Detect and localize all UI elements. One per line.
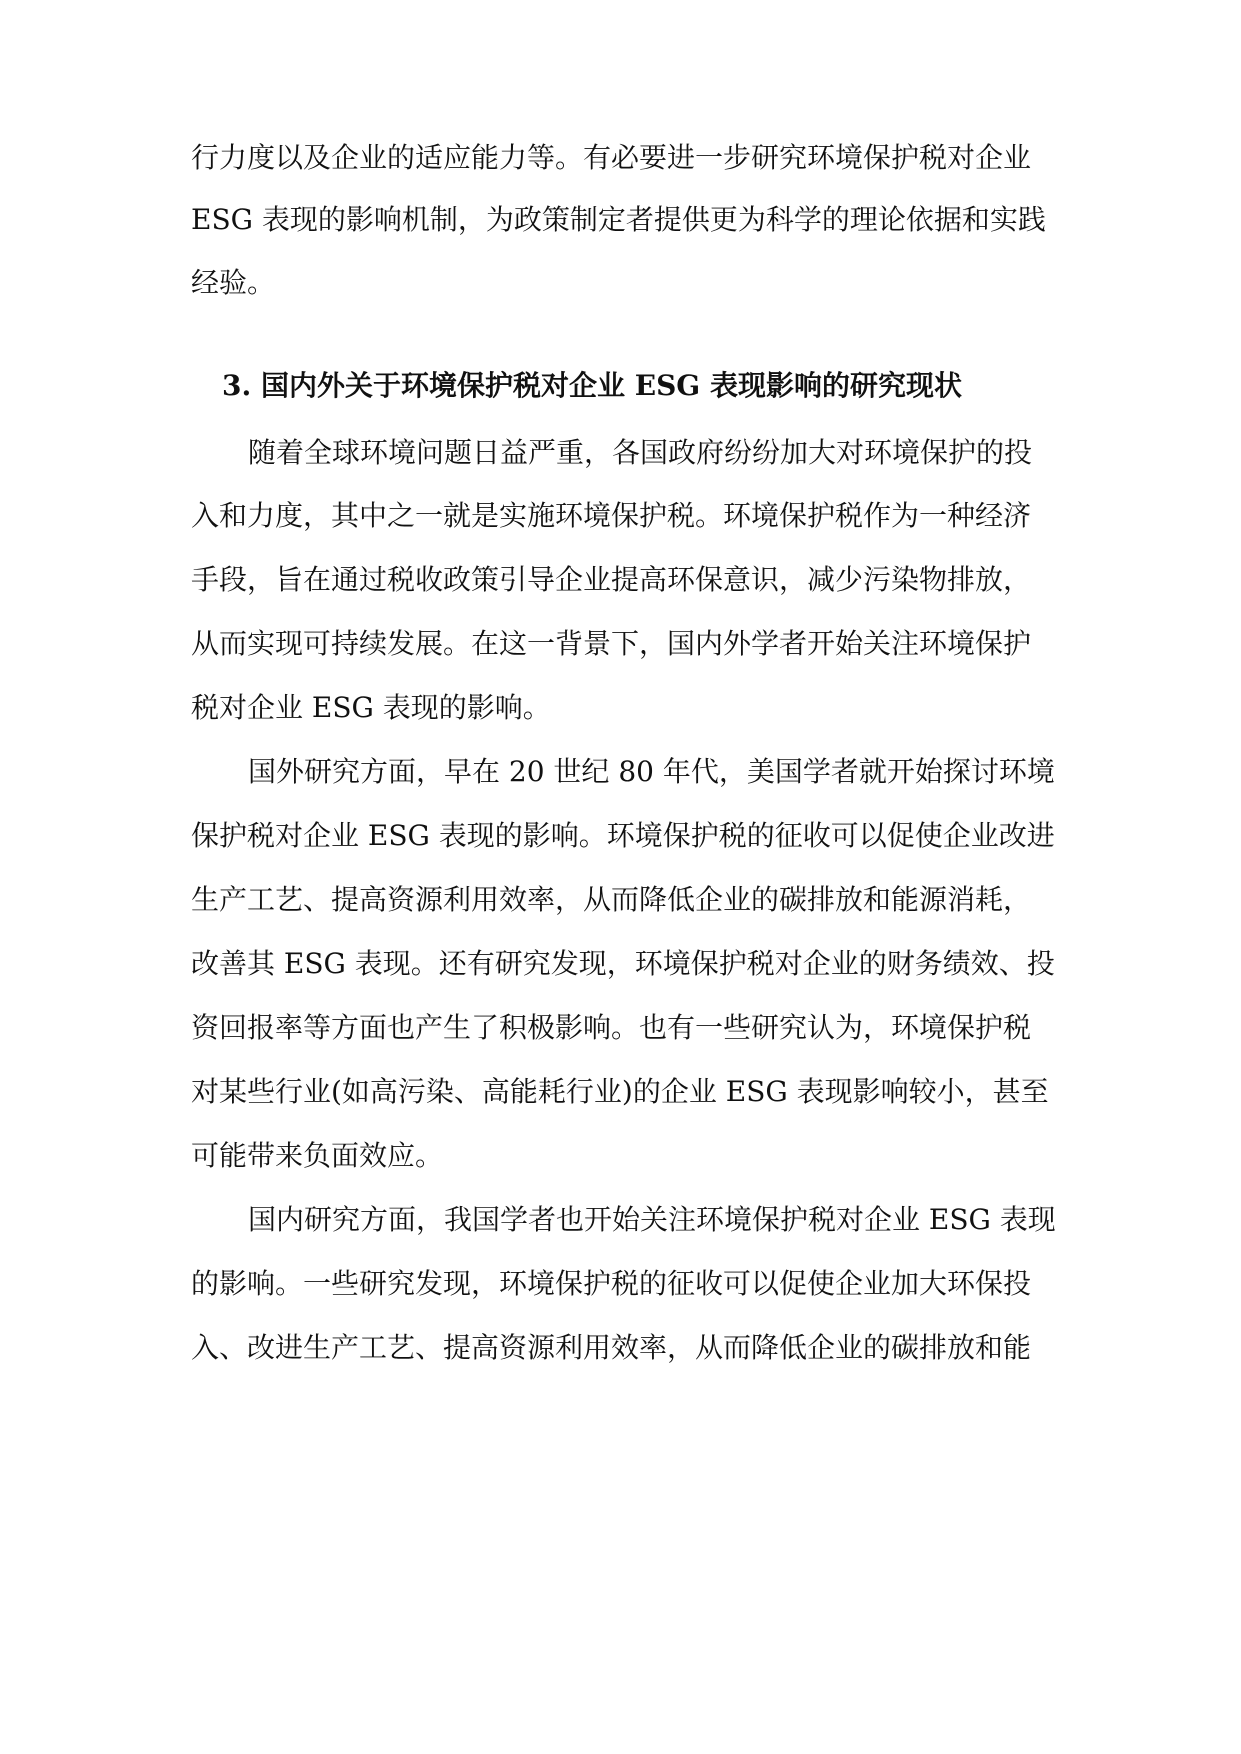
- paragraph-line: 资回报率等方面也产生了积极影响。也有一些研究认为，环境保护税: [191, 1011, 1032, 1044]
- paragraph-line: 可能带来负面效应。: [191, 1139, 444, 1172]
- paragraph-line: 税对企业 ESG 表现的影响。: [191, 691, 551, 724]
- paragraph-line: ESG 表现的影响机制，为政策制定者提供更为科学的理论依据和实践: [191, 203, 1046, 236]
- paragraph-line: 行力度以及企业的适应能力等。有必要进一步研究环境保护税对企业: [191, 141, 1032, 174]
- paragraph-line: 保护税对企业 ESG 表现的影响。环境保护税的征收可以促使企业改进: [191, 819, 1055, 852]
- paragraph-line: 从而实现可持续发展。在这一背景下，国内外学者开始关注环境保护: [191, 627, 1032, 660]
- paragraph-line: 生产工艺、提高资源利用效率，从而降低企业的碳排放和能源消耗，: [191, 883, 1032, 916]
- paragraph-line: 改善其 ESG 表现。还有研究发现，环境保护税对企业的财务绩效、投: [191, 947, 1055, 980]
- paragraph-line: 入、改进生产工艺、提高资源利用效率，从而降低企业的碳排放和能: [191, 1331, 1032, 1364]
- section-heading: 3. 国内外关于环境保护税对企业 ESG 表现影响的研究现状: [222, 369, 962, 402]
- paragraph-line: 对某些行业(如高污染、高能耗行业)的企业 ESG 表现影响较小，甚至: [191, 1075, 1049, 1108]
- paragraph-line: 国外研究方面，早在 20 世纪 80 年代，美国学者就开始探讨环境: [248, 755, 1055, 788]
- paragraph-line: 手段，旨在通过税收政策引导企业提高环保意识，减少污染物排放，: [191, 563, 1032, 596]
- paragraph-line: 国内研究方面，我国学者也开始关注环境保护税对企业 ESG 表现: [248, 1203, 1056, 1236]
- paragraph-line: 经验。: [191, 266, 276, 299]
- paragraph-line: 随着全球环境问题日益严重，各国政府纷纷加大对环境保护的投: [248, 436, 1033, 469]
- paragraph-line: 的影响。一些研究发现，环境保护税的征收可以促使企业加大环保投: [191, 1267, 1032, 1300]
- paragraph-line: 入和力度，其中之一就是实施环境保护税。环境保护税作为一种经济: [191, 499, 1032, 532]
